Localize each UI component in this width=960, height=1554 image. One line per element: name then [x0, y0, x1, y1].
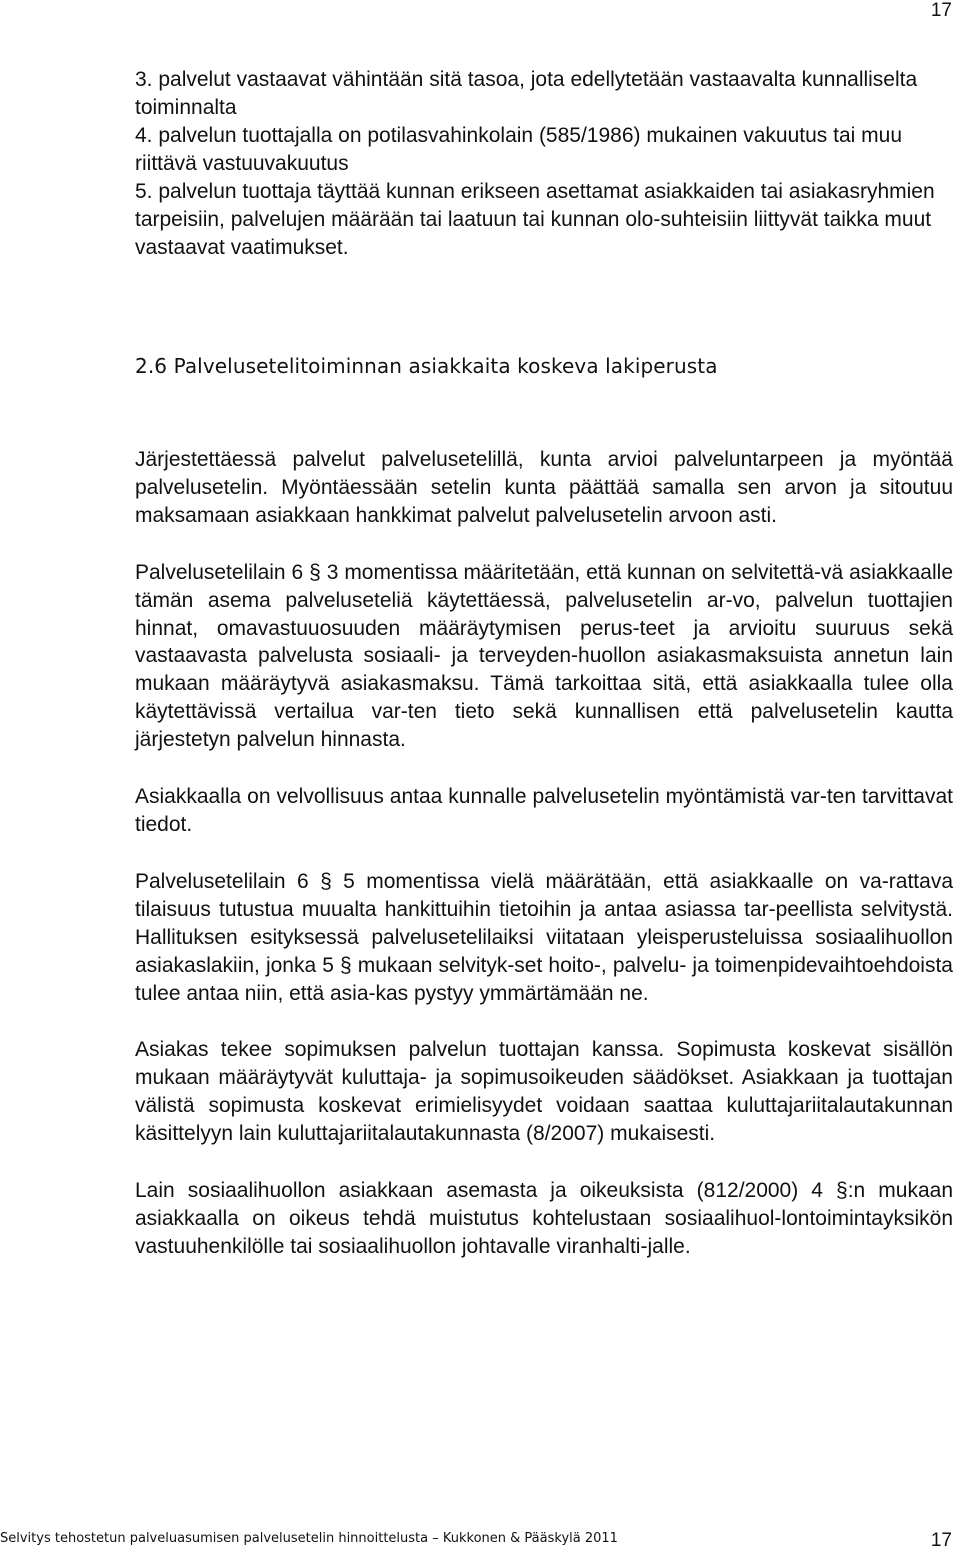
- paragraph: Asiakkaalla on velvollisuus antaa kunnalle palvelusetelin myöntämistä var-ten tarvittavat tiedot.: [135, 785, 953, 836]
- paragraph: Palvelusetelilain 6 § 3 momentissa määritetään, että kunnan on selvitettä-vä asiakkaalle tämän asema palveluseteliä käytettäessä, palvelusetelin ar-vo, palvelun tuottajien hinnat, omavastuuosuuden määräytymisen perus-teet ja arvioitu suuruus sekä vastaavasta palvelusta sosiaali- ja terveyden-huollon asiakasmaksuista annetun lain mukaan määräytyvä asiakasmaksu. Tämä tarkoittaa sitä, että asiakkaalla tulee olla käytettävissä vertailua var-ten tieto sekä kunnallisen että palvelusetelin kautta järjestetyn palvelun hinnasta.: [135, 560, 953, 752]
- body-text: [135, 446, 953, 1261]
- footer-text: Selvitys tehostetun palveluasumisen palvelusetelin hinnoittelusta – Kukkonen & Pääskylä 2011: [0, 1531, 618, 1546]
- footer-page-number: 17: [930, 1530, 952, 1551]
- list-item: 4. palvelun tuottajalla on potilasvahinkolain (585/1986) mukainen vakuutus tai muu riittävä vastuuvakuutus: [135, 124, 902, 175]
- requirements-list: [135, 66, 945, 262]
- list-item: 3. palvelut vastaavat vähintään sitä tasoa, jota edellytetään vastaavalta kunnalliselta toiminnalta: [135, 68, 918, 119]
- list-item: 5. palvelun tuottaja täyttää kunnan erikseen asettamat asiakkaiden tai asiakasryhmien tarpeisiin, palvelujen määrään tai laatuun tai kunnan olo-suhteisiin liittyvät taikka muut vastaavat vaatimukset.: [135, 180, 935, 259]
- paragraph: Asiakas tekee sopimuksen palvelun tuottajan kanssa. Sopimusta koskevat sisällön mukaan määräytyvät kuluttaja- ja sopimusoikeuden säädökset. Asiakkaan ja tuottajan välistä sopimusta koskevat erimielisyydet voidaan saattaa kuluttajariitalautakunnan käsittelyyn lain kuluttajariitalautakunnasta (8/2007) mukaisesti.: [135, 1038, 953, 1146]
- paragraph: Järjestettäessä palvelut palvelusetelillä, kunta arvioi palveluntarpeen ja myöntää palvelusetelin. Myöntäessään setelin kunta päättää samalla sen arvon ja sitoutuu maksamaan asiakkaan hankkimat palvelut palvelusetelin arvoon asti.: [135, 448, 953, 527]
- section-heading: 2.6 Palvelusetelitoiminnan asiakkaita koskeva lakiperusta: [135, 354, 718, 378]
- paragraph: Palvelusetelilain 6 § 5 momentissa vielä määrätään, että asiakkaalle on va-rattava tilaisuus tutustua muualta hankittuihin tietoihin ja antaa asiassa tar-peellista selvitystä. Hallituksen esityksessä palvelusetelilaiksi viitataan yleisperusteluissa sosiaalihuollon asiakaslakiin, jonka 5 § mukaan selvityk-set hoito-, palvelu- ja toimenpidevaihtoehdoista tulee antaa niin, että asia-kas pystyy ymmärtämään ne.: [135, 869, 953, 1005]
- page-number-top: 17: [930, 0, 952, 21]
- paragraph: Lain sosiaalihuollon asiakkaan asemasta ja oikeuksista (812/2000) 4 §:n mukaan asiakkaalla on oikeus tehdä muistutus kohtelustaan sosiaalihuol-lontoimintayksikön vastuuhenkilölle tai sosiaalihuollon johtavalle viranhalti-jalle.: [135, 1179, 953, 1258]
